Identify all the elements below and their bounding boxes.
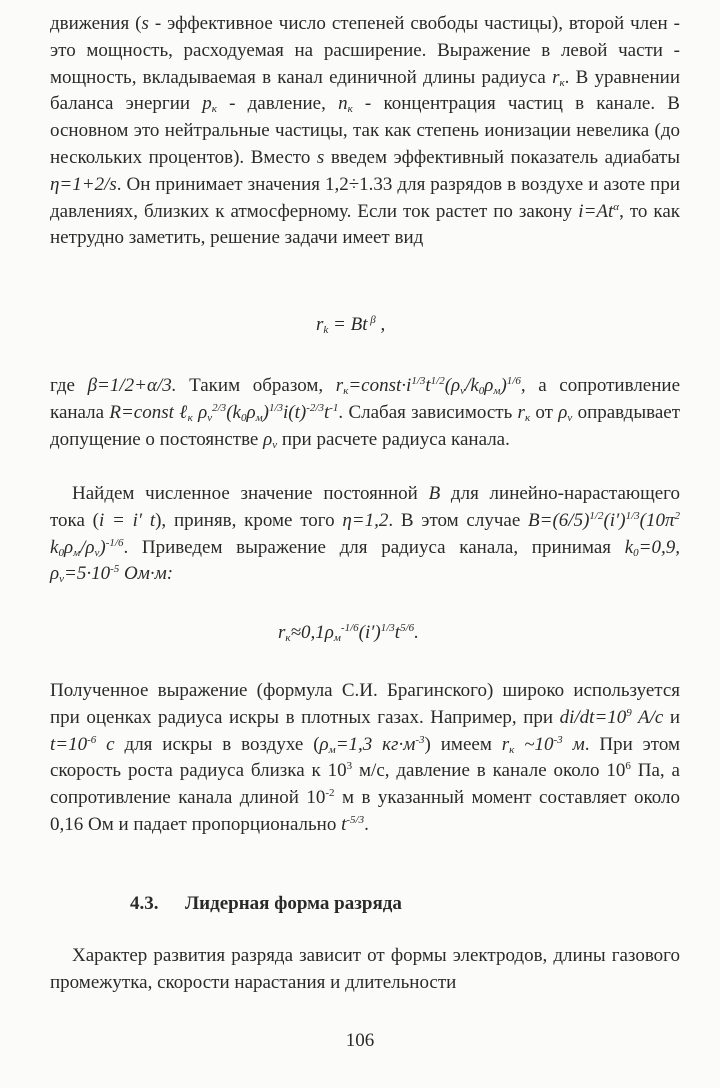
paragraph-spark-radius: Полученное выражение (формула С.И. Брагинского) широко используется при оценках радиуса искры в плотных газах. Например, при $di/dt=10^9$ A/c и $t=10^{-6}$ c для искры в воздухе ($\rho_м=1,3$ $кг\cdot м^{-3}$) имеем $r_к$ $\sim 10^{-3}$ м. При этом скорость роста радиуса близка к $10^3$ м/с, давление в канале около $10^6$ Па, а сопротивление канала длиной $10^{-2}$ м в указанный момент составляет около 0,16 Ом и падает пропорционально $t^{-5/3}$. (50, 680, 681, 835)
formula-braginsky: $r_к\approx 0,1\rho_м^{-1/6}(i')^{1/3}t^{5/6}$. (278, 622, 419, 644)
paragraph-constant-b: Найдем численное значение постоянной B для линейно-нарастающего тока (i = i′ t), приняв, кроме того η=1,2. В этом случае $B=(6/5)^{1/2}(i')^{1/3}(10\pi^2$ $k_0\rho_м/\rho_\nu)^{-1/6}$. Приведем выражение для радиуса канала, принимая $k_0=0,9$, $\rho_\nu=5\cdot 10^{-5}$ Ом·м: (50, 483, 680, 586)
paragraph-leader-intro: Характер развития разряда зависит от формы электродов, длины газового промежутка, скорости нарастания и длительности (50, 945, 680, 993)
section-title: Лидерная форма разряда (185, 893, 402, 914)
paragraph-energy-balance: движения (s - эффективное число степеней свободы частицы), второй член - это мощность, расходуемая на расширение. Выражение в левой части - мощность, вкладываемая в канал единичной длины радиуса $r_к$. В уравнении баланса энергии $p_к$ - давление, $n_к$ - концентрация частиц в канале. В основном это нейтральные частицы, так как степень ионизации невелика (до нескольких процентов). Вместо s введем эффективный показатель адиабаты η=1+2/s. Он принимает значения 1,2÷1.33 для разрядов в воздухе и азоте при давлениях, близких к атмосферному. Если ток растет по закону $i=At^\alpha$, то как нетрудно заметить, решение задачи имеет вид (50, 13, 680, 249)
paragraph-resistance: где β=1/2+α/3. Таким образом, $r_к=const\cdot i^{1/3}t^{1/2}(\rho_\nu/k_0\rho_м)^{1/6}$, а сопротивление канала R=const ℓ$_к$ $\rho_\nu^{2/3}(k_0\rho_м)^{1/3}i(t)^{-2/3}t^{-1}$. Слабая зависимость $r_к$ от $\rho_\nu$ оправдывает допущение о постоянстве $\rho_\nu$ при расчете радиуса канала. (50, 375, 680, 451)
section-number: 4.3. (130, 893, 159, 914)
formula-radius-power-law: $r_k = Bt$ $^\beta$ , (316, 314, 386, 336)
section-heading (130, 893, 402, 915)
page-number: 106 (345, 1030, 375, 1051)
